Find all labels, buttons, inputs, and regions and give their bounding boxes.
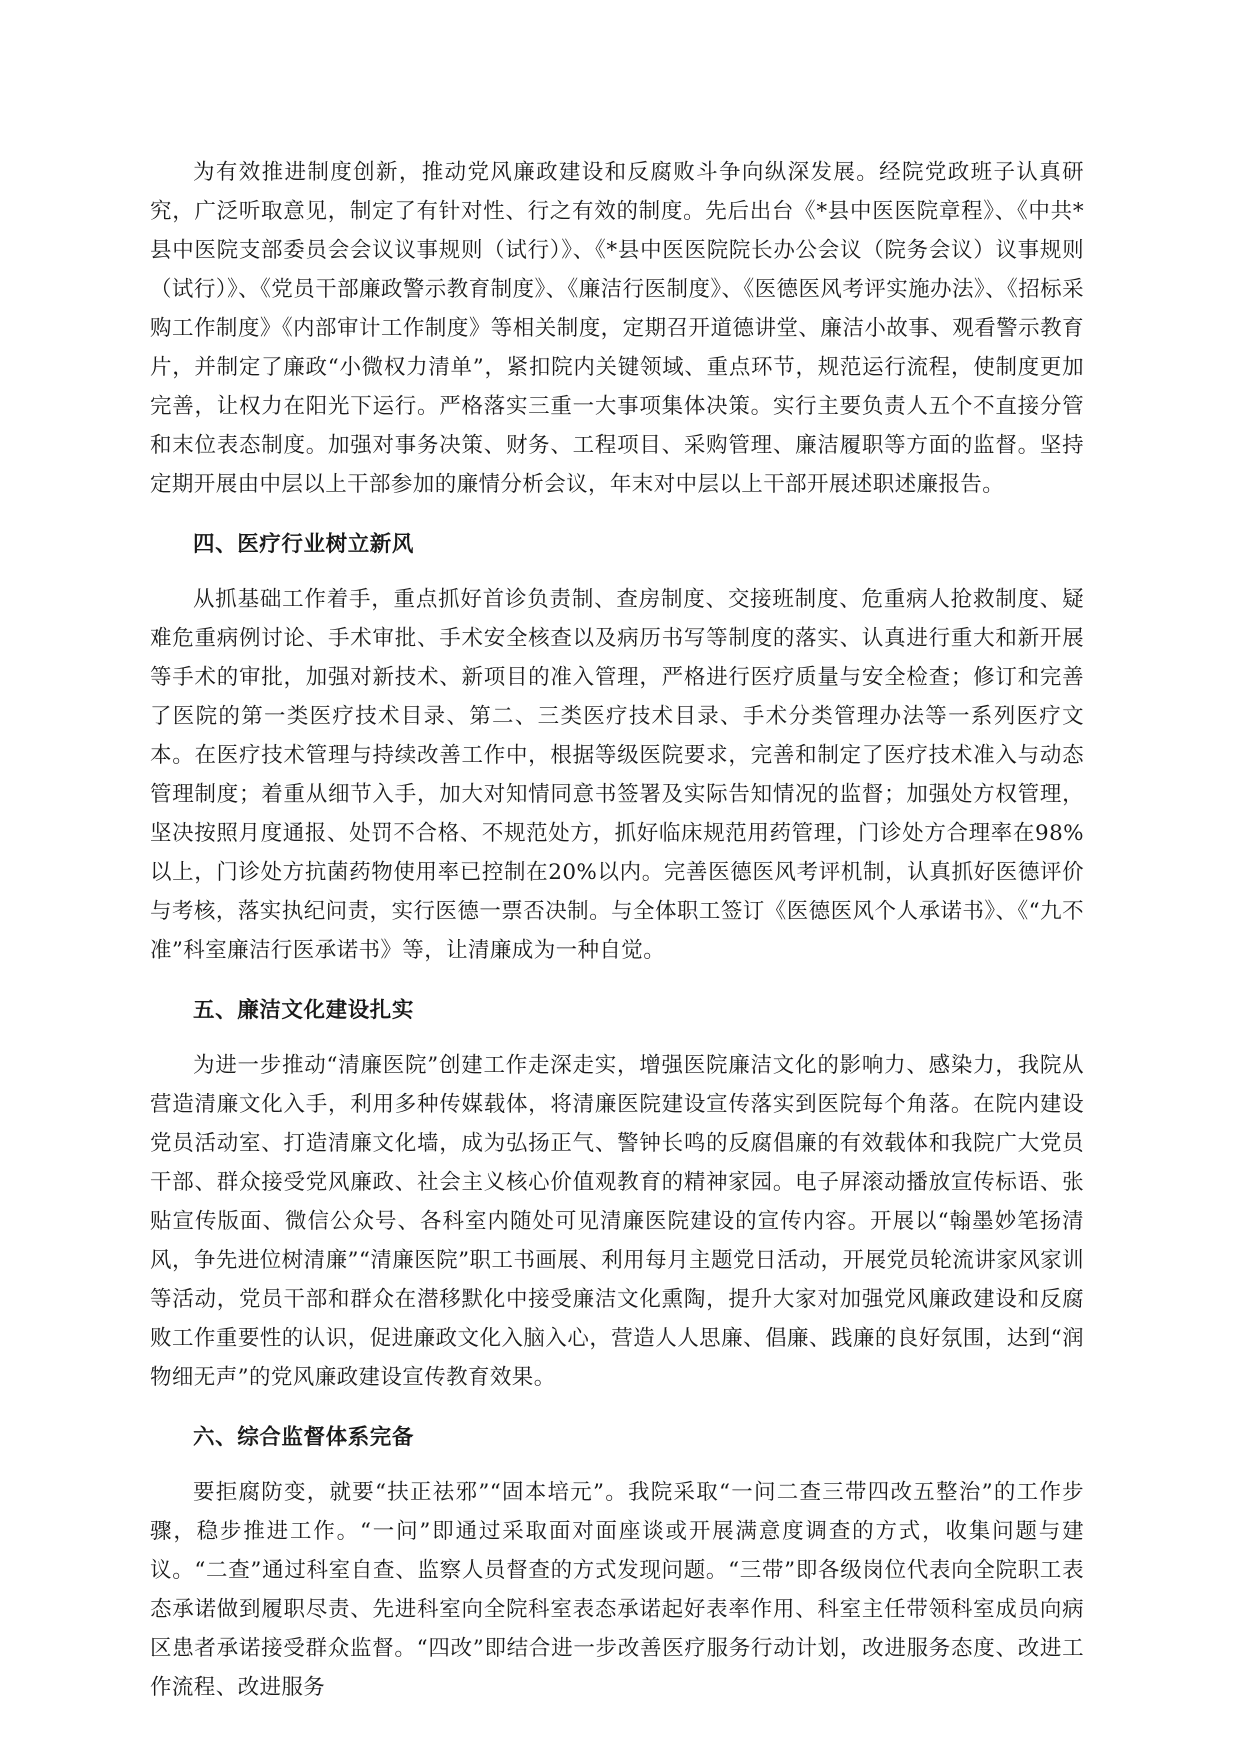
paragraph-supervision-system: 要拒腐防变，就要“扶正祛邪”“固本培元”。我院采取“一问二查三带四改五整治”的工作步骤，稳步推进工作。“一问”即通过采取面对面座谈或开展满意度调查的方式，收集问题与建议。“二查”通过科室自查、监察人员督查的方式发现问题。“三带”即各级岗位代表向全院职工表态承诺做到履职尽责、先进科室向全院科室表态承诺起好表率作用、科室主任带领科室成员向病区患者承诺接受群众监督。“四改”即结合进一步改善医疗服务行动计划，改进服务态度、改进工作流程、改进服务	[150, 1480, 1084, 1700]
paragraph-medical-conduct: 从抓基础工作着手，重点抓好首诊负责制、查房制度、交接班制度、危重病人抢救制度、疑难危重病例讨论、手术审批、手术安全核查以及病历书写等制度的落实、认真进行重大和新开展等手术的审批，加强对新技术、新项目的准入管理，严格进行医疗质量与安全检查；修订和完善了医院的第一类医疗技术目录、第二、三类医疗技术目录、手术分类管理办法等一系列医疗文本。在医疗技术管理与持续改善工作中，根据等级医院要求，完善和制定了医疗技术准入与动态管理制度；着重从细节入手，加大对知情同意书签署及实际告知情况的监督；加强处方权管理，坚决按照月度通报、处罚不合格、不规范处方，抓好临床规范用药管理，门诊处方合理率在98%以上，门诊处方抗菌药物使用率已控制在20%以内。完善医德医风考评机制，认真抓好医德评价与考核，落实执纪问责，实行医德一票否决制。与全体职工签订《医德医风个人承诺书》、《“九不准”科室廉洁行医承诺书》等，让清廉成为一种自觉。	[150, 587, 1084, 963]
document-body	[150, 153, 1084, 1707]
section-heading-4: 四、医疗行业树立新风	[193, 532, 415, 557]
section-heading-5: 五、廉洁文化建设扎实	[193, 998, 415, 1023]
paragraph-integrity-culture: 为进一步推动“清廉医院”创建工作走深走实，增强医院廉洁文化的影响力、感染力，我院从营造清廉文化入手，利用多种传媒载体，将清廉医院建设宣传落实到医院每个角落。在院内建设党员活动室、打造清廉文化墙，成为弘扬正气、警钟长鸣的反腐倡廉的有效载体和我院广大党员干部、群众接受党风廉政、社会主义核心价值观教育的精神家园。电子屏滚动播放宣传标语、张贴宣传版面、微信公众号、各科室内随处可见清廉医院建设的宣传内容。开展以“翰墨妙笔扬清风，争先进位树清廉”“清廉医院”职工书画展、利用每月主题党日活动，开展党员轮流讲家风家训等活动，党员干部和群众在潜移默化中接受廉洁文化熏陶，提升大家对加强党风廉政建设和反腐败工作重要性的认识，促进廉政文化入脑入心，营造人人思廉、倡廉、践廉的良好氛围，达到“润物细无声”的党风廉政建设宣传教育效果。	[150, 1053, 1084, 1390]
paragraph-institution-building: 为有效推进制度创新，推动党风廉政建设和反腐败斗争向纵深发展。经院党政班子认真研究，广泛听取意见，制定了有针对性、行之有效的制度。先后出台《*县中医医院章程》、《中共*县中医院支部委员会会议议事规则（试行）》、《*县中医医院院长办公会议（院务会议）议事规则（试行）》、《党员干部廉政警示教育制度》、《廉洁行医制度》、《医德医风考评实施办法》、《招标采购工作制度》《内部审计工作制度》等相关制度，定期召开道德讲堂、廉洁小故事、观看警示教育片，并制定了廉政“小微权力清单”，紧扣院内关键领域、重点环节，规范运行流程，使制度更加完善，让权力在阳光下运行。严格落实三重一大事项集体决策。实行主要负责人五个不直接分管和末位表态制度。加强对事务决策、财务、工程项目、采购管理、廉洁履职等方面的监督。坚持定期开展由中层以上干部参加的廉情分析会议，年末对中层以上干部开展述职述廉报告。	[150, 160, 1084, 497]
section-heading-6: 六、综合监督体系完备	[193, 1425, 415, 1450]
